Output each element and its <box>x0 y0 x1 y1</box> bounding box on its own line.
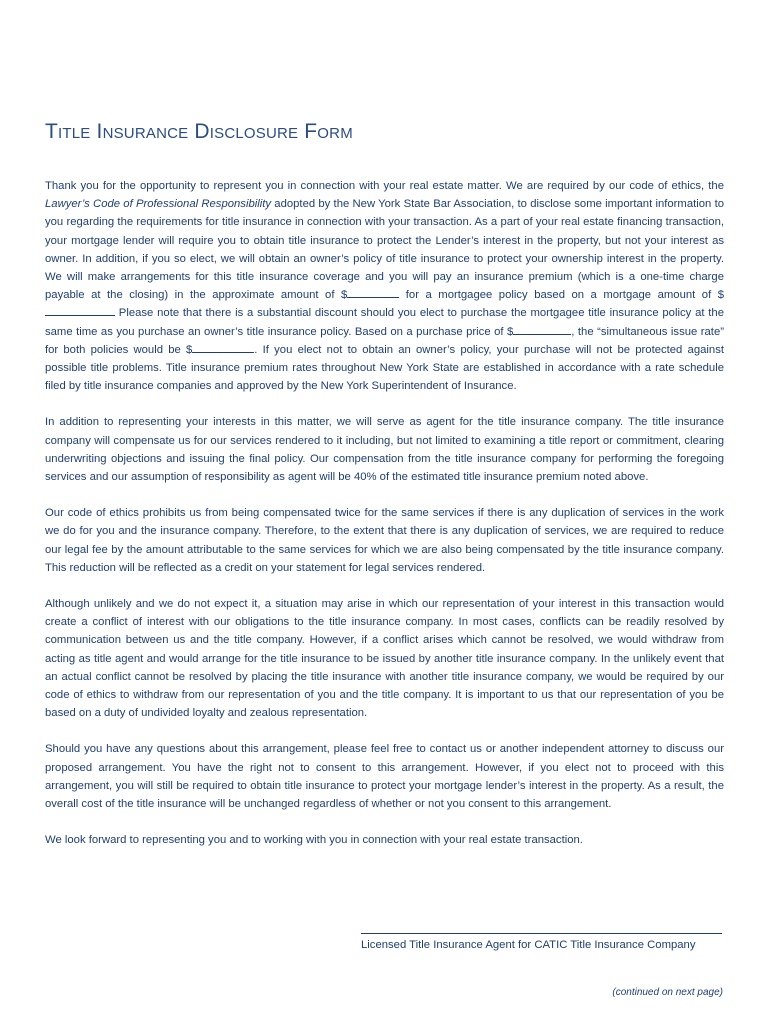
paragraph-agent-role: In addition to representing your interests in this matter, we will serve as agent for the title insurance company. The title insurance company will compensate us for our services rendered to it including, but not limited to examining a title report or commitment, clearing underwriting objections and issuing the final policy. Our compensation from the title insurance company for performing the foregoing services and our assumption of responsibility as agent will be 40% of the estimated title insurance premium noted above. <box>45 416 724 484</box>
simultaneous-rate-blank[interactable] <box>192 341 254 353</box>
document-body <box>45 177 724 868</box>
paragraph-disclosure <box>45 177 724 395</box>
paragraph-text: adopted by the New York State Bar Association, to disclose some important information to you regarding the requirements for title insurance in connection with your transaction. As a part of your real estate financing transaction, your mortgage lender will require you to obtain title insurance to protect the Lender’s interest in the property, but not your interest as owner. In addition, if you so elect, we will obtain an owner’s policy of title insurance to protect your ownership interest in the property. We will make arrangements for this title insurance coverage and you will pay an insurance premium (which is a one-time charge payable at the closing) in the approximate amount of $ <box>45 198 725 302</box>
paragraph-text: . If you elect not to obtain an owner’s policy, your purchase will not be protected against possible title problems. Title insurance premium rates throughout New York State are established in accordance with a rate schedule filed by title insurance companies and approved by the New York Superintendent of Insurance. <box>45 343 724 393</box>
paragraph-text: Please note that there is a substantial discount should you elect to purchase the mortgagee title insurance policy at the same time as you purchase an owner’s title insurance policy. Based on a purchase price of $ <box>45 307 724 338</box>
signature-line[interactable] <box>361 933 722 934</box>
paragraph-text: , the “simultaneous issue rate” for both policies would be $ <box>45 325 724 356</box>
page-title: Title Insurance Disclosure Form <box>45 120 353 143</box>
paragraph-questions: Should you have any questions about this arrangement, please feel free to contact us or another independent attorney to discuss our proposed arrangement. You have the right not to consent to this arrangement. However, if you elect not to proceed with this arrangement, you will still be required to obtain title insurance to protect your mortgage lender’s interest in the property. As a result, the overall cost of the title insurance will be unchanged regardless of whether or not you consent to this arrangement. <box>45 743 724 811</box>
paragraph-text: Thank you for the opportunity to represent you in connection with your real estate matter. We are required by our code of ethics, the <box>45 180 724 192</box>
continued-note: (continued on next page) <box>612 987 723 998</box>
purchase-price-blank[interactable] <box>513 323 571 335</box>
paragraph-closing: We look forward to representing you and to working with you in connection with your real estate transaction. <box>45 834 583 847</box>
paragraph-text: for a mortgagee policy based on a mortgage amount of $ <box>399 289 724 302</box>
paragraph-conflict-of-interest: Although unlikely and we do not expect it, a situation may arise in which our representation of your interest in this transaction would create a conflict of interest with our obligations to the title insurance company. In most cases, conflicts can be readily resolved by communication between us and the title company. However, if a conflict arises which cannot be resolved, we would withdraw from acting as title agent and would arrange for the title insurance to be issued by another title insurance company. In the unlikely event that an actual conflict cannot be resolved by placing the title insurance with another title insurance company, we would be required by our code of ethics to withdraw from our representation of you and the title company. It is important to us that our representation of you be based on a duty of undivided loyalty and zealous representation. <box>45 598 724 720</box>
signature-label: Licensed Title Insurance Agent for CATIC Title Insurance Company <box>361 939 696 951</box>
premium-amount-blank[interactable] <box>347 286 399 298</box>
signature-block <box>361 933 722 951</box>
mortgage-amount-blank[interactable] <box>45 304 115 316</box>
paragraph-ethics-compensation: Our code of ethics prohibits us from being compensated twice for the same services if there is any duplication of services in the work we do for you and the insurance company. Therefore, to the extent that there is any duplication of services, we are required to reduce our legal fee by the amount attributable to the same services for which we are also being compensated by the title insurance company. This reduction will be reflected as a credit on your statement for legal services rendered. <box>45 507 724 574</box>
code-name-italic: Lawyer’s Code of Professional Responsibility <box>45 198 272 211</box>
